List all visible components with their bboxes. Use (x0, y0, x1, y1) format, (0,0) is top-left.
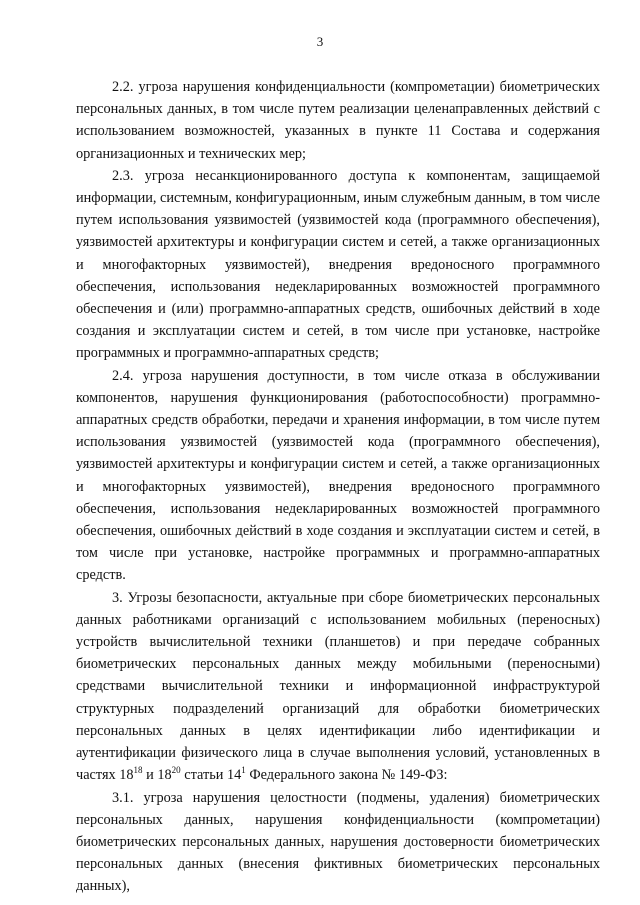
article-superscript-1: 1 (241, 765, 246, 776)
footnote-ref-20: 20 (171, 765, 181, 776)
paragraph-3-text: 3. Угрозы безопасности, актуальные при сборе биометрических персональных данных работниками организаций с использованием мобильных (переносных) устройств вычислительной техники (планшетов) и при передаче собранных биометрических персональных данных между мобильными (переносными) средствами вычислительной техники и информационной инфраструктурой структурных подразделений организаций для обработки биометрических персональных данных в целях идентификации либо идентификации и аутентификации физического лица в случае выполнения условий, установленных в частях 18 (76, 589, 600, 784)
paragraph-2-3: 2.3. угроза несанкционированного доступа к компонентам, защищаемой информации, системным, конфигурационным, иным служебным данным, в том числе путем использования уязвимостей (уязвимостей кода (программного обеспечения), уязвимостей архитектуры и конфигурации систем и сетей, а также организационных и многофакторных уязвимостей), внедрения вредоносного программного обеспечения, использования недекларированных возможностей программного обеспечения и (или) программно-аппаратных средств, ошибочных действий в ходе создания и эксплуатации систем и сетей, в том числе при установке, настройке программных и программно-аппаратных средств; (76, 167, 600, 362)
paragraph-2-4: 2.4. угроза нарушения доступности, в том числе отказа в обслуживании компонентов, нарушения функционирования (работоспособности) программно-аппаратных средств обработки, передачи и хранения информации, в том числе путем использования уязвимостей (уязвимостей кода (программного обеспечения), уязвимостей архитектуры и конфигурации систем и сетей, а также организационных и многофакторных уязвимостей), внедрения вредоносного программного обеспечения, использования недекларированных возможностей программного обеспечения, ошибочных действий в ходе создания и эксплуатации систем и сетей, в том числе при установке, настройке программных и программно-аппаратных средств. (76, 367, 600, 584)
paragraph-3 (76, 587, 600, 787)
paragraph-3-mid-2: статьи 14 (180, 767, 242, 784)
paragraph-3-end: Федерального закона № 149-ФЗ: (245, 767, 448, 784)
footnote-ref-18: 18 (133, 765, 143, 776)
page-number: 3 (316, 34, 324, 49)
paragraph-3-mid-1: и 18 (142, 767, 172, 784)
paragraph-2-2: 2.2. угроза нарушения конфиденциальности (компрометации) биометрических персональных данных, в том числе путем реализации целенаправленных действий с использованием возможностей, указанных в пункте 11 Состава и содержания организационных и технических мер; (76, 79, 600, 162)
document-body (76, 76, 600, 898)
paragraph-3-1: 3.1. угроза нарушения целостности (подмены, удаления) биометрических персональных данных, нарушения конфиденциальности (компрометации) биометрических персональных данных, нарушения достоверности биометрических персональных данных (внесения фиктивных биометрических персональных данных), (76, 789, 600, 895)
